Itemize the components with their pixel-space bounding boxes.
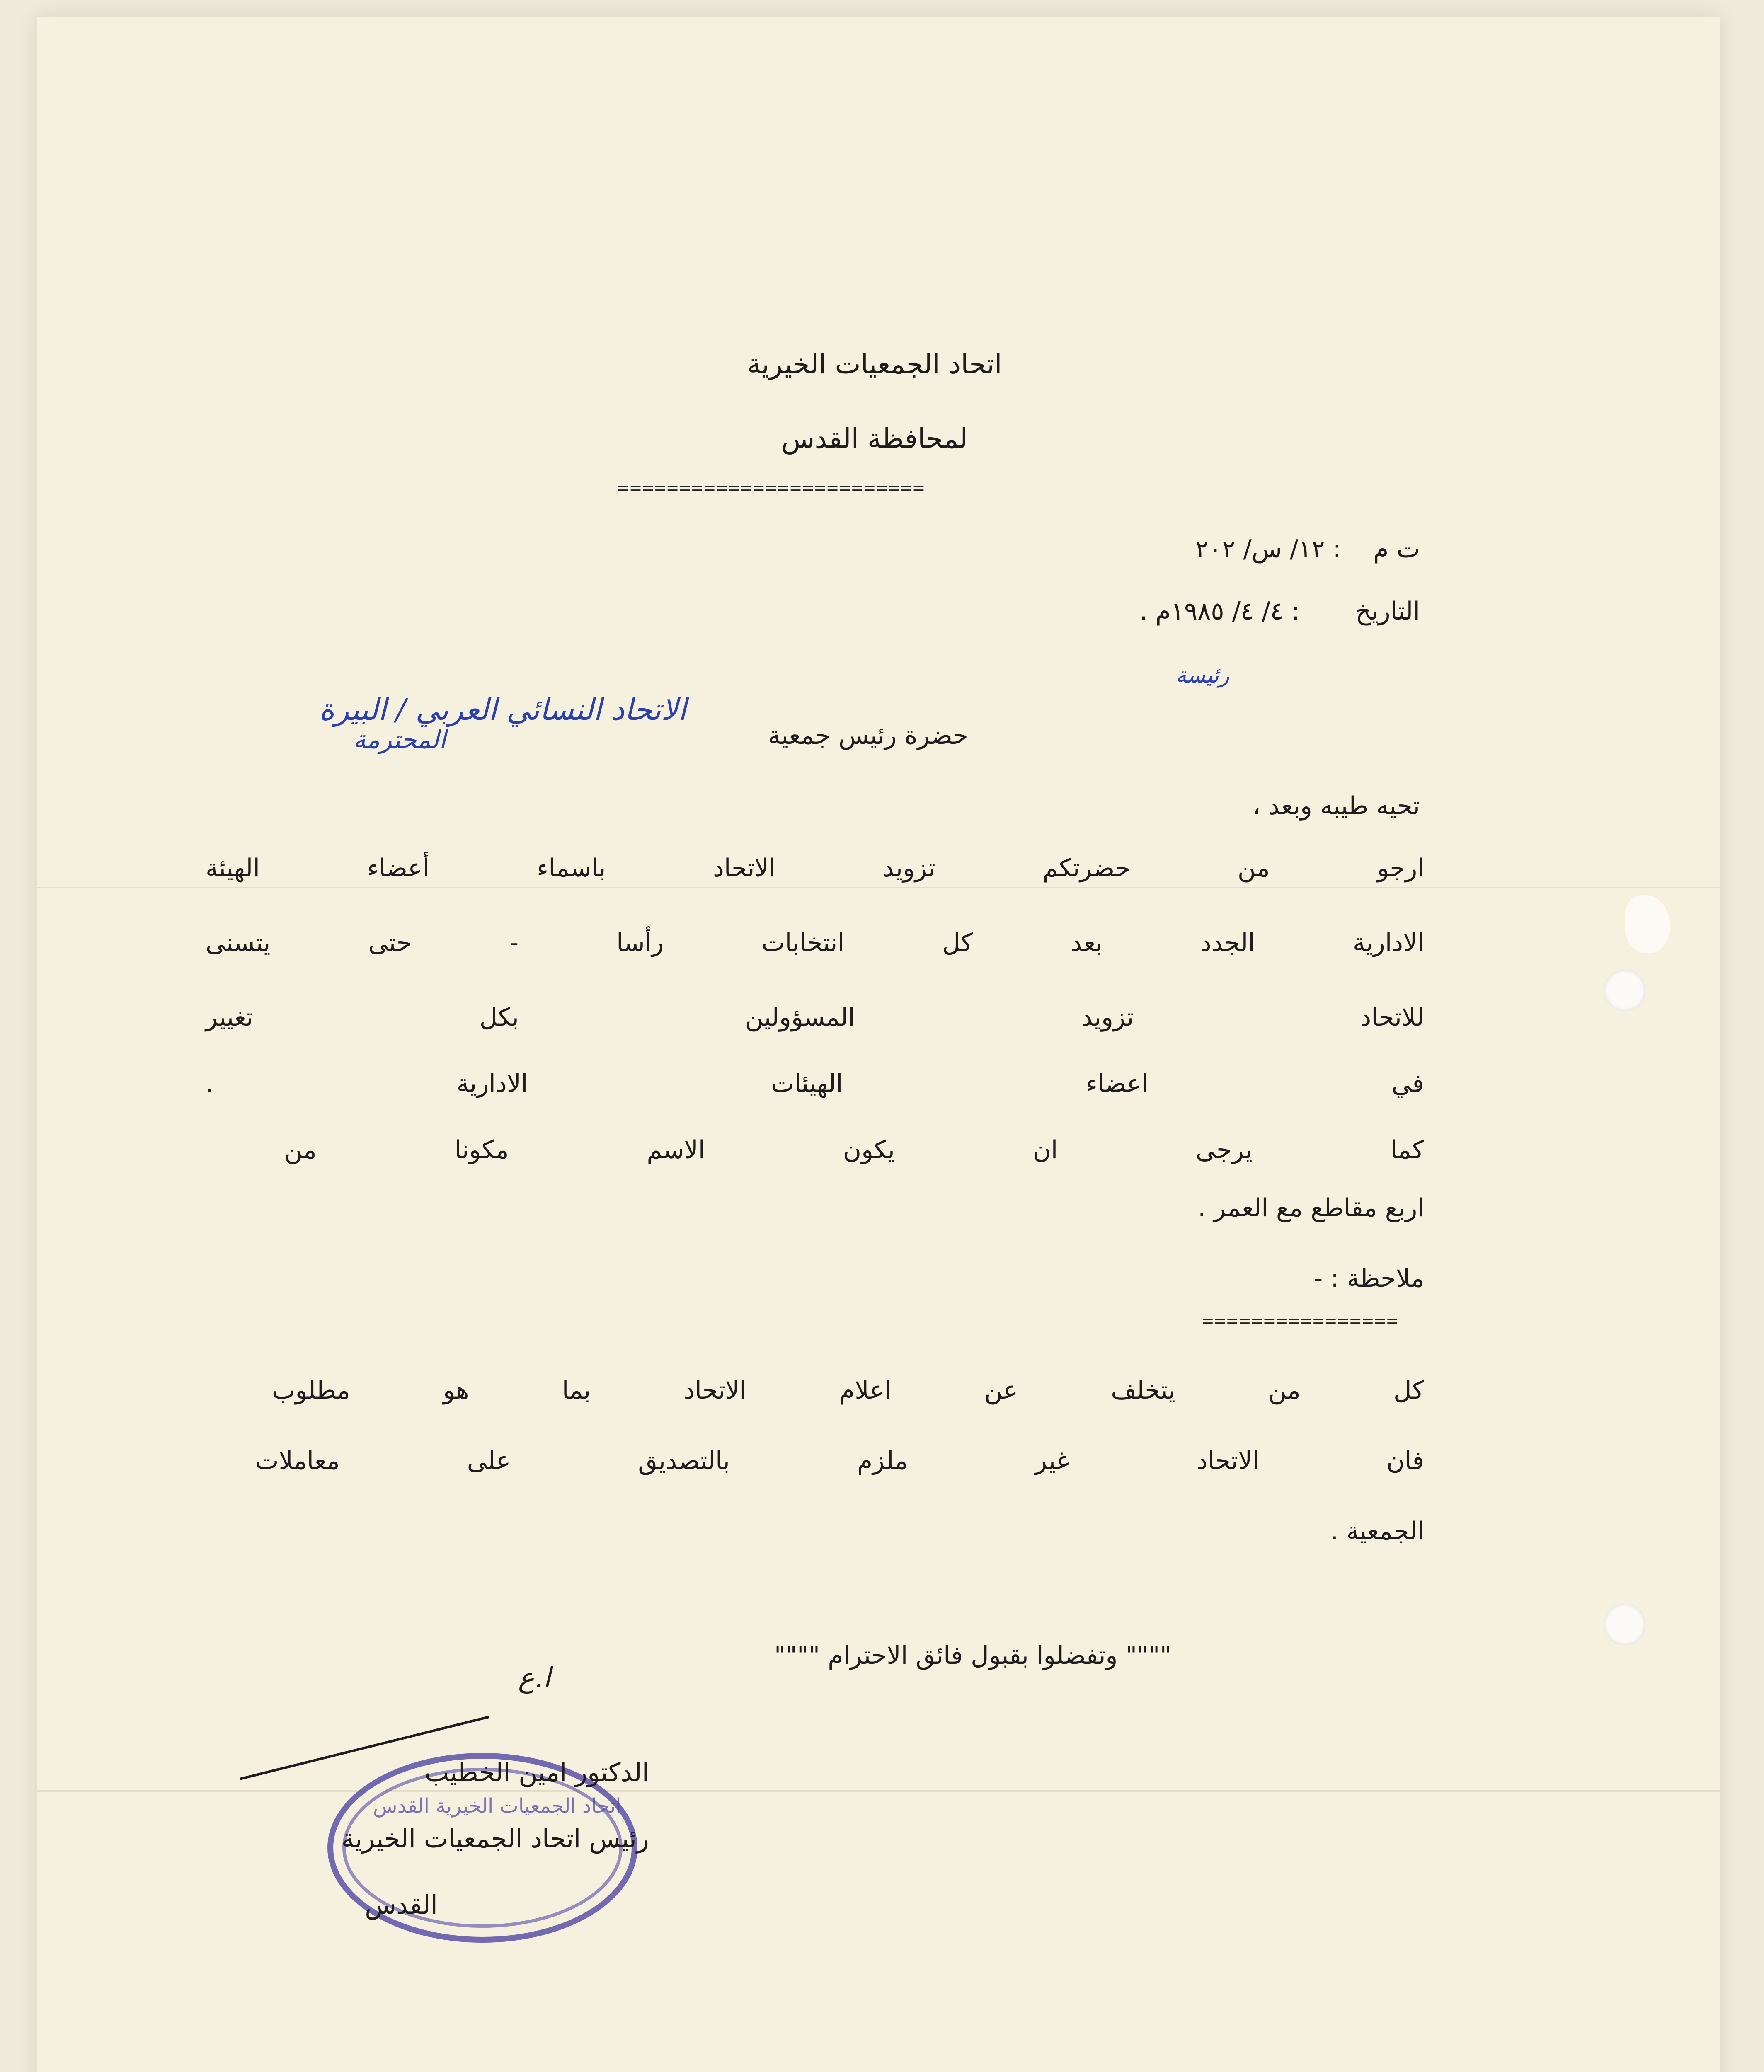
addressee-name-handwritten: الاتحاد النسائي العربي / البيرة — [319, 692, 686, 727]
stamp-text: اتحاد الجمعيات الخيرية القدس — [373, 1794, 621, 1818]
signature-initials: ا.ع — [518, 1662, 551, 1694]
addressee-title-handwritten: رئيسة — [1175, 663, 1229, 688]
letter-page — [37, 17, 1720, 2072]
punch-hole — [1604, 1604, 1645, 1645]
fold-line — [37, 1790, 1720, 1792]
reference-label: ت م — [1373, 535, 1420, 564]
signatory-name: الدكتور امين الخطيب — [424, 1757, 649, 1787]
greeting: تحيه طيبه وبعد ، — [1252, 792, 1420, 821]
note-line: الجمعية . — [1330, 1517, 1424, 1546]
note-heading: ملاحظة : - — [1313, 1264, 1424, 1293]
body-line: للاتحاد تزويد المسؤولين بكل تغيير — [206, 1003, 1424, 1032]
body-line: كما يرجى ان يكون الاسم مكونا من — [284, 1135, 1424, 1164]
body-line: اربع مقاطع مع العمر . — [1198, 1193, 1424, 1222]
fold-line — [37, 887, 1720, 888]
signatory-title: رئيس اتحاد الجمعيات الخيرية — [341, 1823, 649, 1854]
letterhead-governorate: لمحافظة القدس — [781, 423, 968, 455]
body-line: في اعضاء الهيئات الادارية . — [206, 1069, 1424, 1098]
letterhead-rule: ========================= — [618, 477, 926, 499]
closing-phrase: """" وتفضلوا بقبول فائق الاحترام """" — [774, 1641, 1171, 1670]
date-value: : ٤/ ٤/ ١٩٨٥م . — [1139, 597, 1300, 626]
body-line: الادارية الجدد بعد كل انتخابات رأسا - حتى يتسنى — [206, 928, 1424, 957]
addressee-prefix: حضرة رئيس جمعية — [768, 721, 968, 750]
body-line: ارجو من حضرتكم تزويد الاتحاد باسماء أعضاء الهيئة — [206, 854, 1424, 883]
paper-tear — [1625, 895, 1670, 953]
reference-number: : ١٢/ س/ ٢٠٢ — [1195, 535, 1341, 564]
letterhead-union-name: اتحاد الجمعيات الخيرية — [747, 348, 1002, 380]
note-rule: ================ — [1202, 1310, 1399, 1332]
punch-hole — [1604, 970, 1645, 1011]
addressee-honorific: المحترمة — [353, 725, 446, 754]
signatory-city: القدس — [365, 1890, 438, 1920]
note-line: كل من يتخلف عن اعلام الاتحاد بما هو مطلوب — [272, 1376, 1424, 1405]
date-label: التاريخ — [1355, 597, 1420, 626]
note-line: فان الاتحاد غير ملزم بالتصديق على معاملات — [255, 1446, 1424, 1475]
